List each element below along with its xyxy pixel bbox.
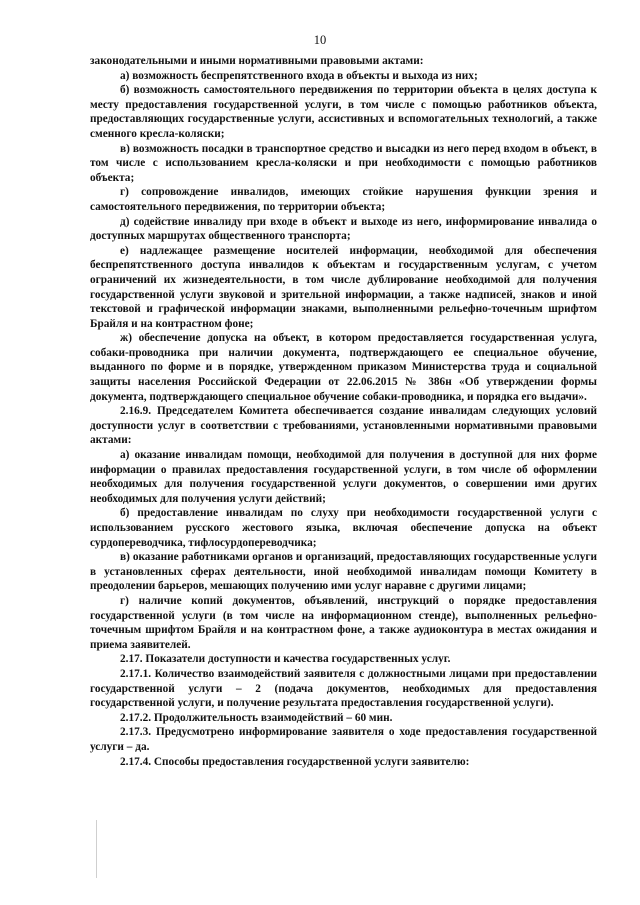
paragraph: 2.17.1. Количество взаимодействий заявителя с должностными лицами при предоставлении государственной услуги – 2 (подача документов, необходимых для предоставления государственной услуги, и получение результата предоставления государственной услуги). bbox=[90, 667, 597, 710]
paragraph: законодательными и иными нормативными правовыми актами: bbox=[90, 55, 424, 67]
paragraph: г) наличие копий документов, объявлений, инструкций о порядке предоставления государственной услуги (в том числе на информационном стенде), выполненных рельефно-точечным шрифтом Брайля и на контрастном фоне, а также аудиоконтура в местах ожидания и приема заявителей. bbox=[90, 594, 597, 651]
paragraph: б) предоставление инвалидам по слуху при необходимости государственной услуги с использованием русского жестового языка, включая обеспечение допуска на объект сурдопереводчика, тифлосурдопереводчика; bbox=[90, 507, 597, 549]
paragraph: 2.17. Показатели доступности и качества государственных услуг. bbox=[120, 653, 451, 666]
page-number: 10 bbox=[313, 33, 327, 47]
paragraph: в) оказание работниками органов и организаций, предоставляющих государственные услуги в установленных сферах деятельности, иной необходимой инвалидам помощи Комитету в преодолении барьеров, мешающих получению ими услуг наравне с другими лицами; bbox=[90, 551, 597, 593]
paragraph: а) возможность беспрепятственного входа в объекты и выхода из них; bbox=[120, 69, 478, 82]
paragraph: 2.17.2. Продолжительность взаимодействий – 60 мин. bbox=[120, 711, 393, 724]
paragraph: 2.17.4. Способы предоставления государственной услуги заявителю: bbox=[120, 755, 470, 768]
paragraph: 2.17.3. Предусмотрено информирование заявителя о ходе предоставления государственной услуги – да. bbox=[90, 726, 597, 753]
scan-mark bbox=[96, 820, 97, 878]
paragraph: д) содействие инвалиду при входе в объект и выходе из него, информирование инвалида о доступных маршрутах общественного транспорта; bbox=[90, 215, 597, 243]
document-body bbox=[90, 54, 597, 769]
paragraph: г) сопровождение инвалидов, имеющих стойкие нарушения функции зрения и самостоятельного передвижения, по территории объекта; bbox=[90, 186, 597, 213]
paragraph: а) оказание инвалидам помощи, необходимой для получения в доступной для них форме информации о правилах предоставления государственной услуги, в том числе об оформлении необходимых для получения государственной услуги документов, о совершении ими других необходимых для получения услуги действий; bbox=[90, 449, 597, 505]
paragraph: е) надлежащее размещение носителей информации, необходимой для обеспечения беспрепятственного доступа инвалидов к объектам и государственным услугам, с учетом ограничений их жизнедеятельности, в том числе дублирование необходимой для получения государственной услуги звуковой и зрительной информации, а также надписей, знаков и иной текстовой и графической информации знаками, выполненными рельефно-точечным шрифтом Брайля и на контрастном фоне; bbox=[90, 244, 597, 330]
paragraph: ж) обеспечение допуска на объект, в котором предоставляется государственная услуга, собаки-проводника при наличии документа, подтверждающего ее специальное обучение, выданного по форме и в порядке, утвержденном приказом Министерства труда и социальной защиты населения Российской Федерации от 22.06.2015 № 386н «Об утверждении формы документа, подтверждающего специальное обучение собаки-проводника, и порядка его выдачи». bbox=[90, 332, 597, 403]
paragraph: б) возможность самостоятельного передвижения по территории объекта в целях доступа к месту предоставления государственной услуги, в том числе с помощью работников объекта, предоставляющих государственные услуги, ассистивных и вспомогательных технологий, а также сменного кресла-коляски; bbox=[90, 84, 597, 140]
paragraph: 2.16.9. Председателем Комитета обеспечивается создание инвалидам следующих условий доступности услуг в соответствии с требованиями, установленными нормативными правовыми актами: bbox=[90, 405, 597, 447]
paragraph: в) возможность посадки в транспортное средство и высадки из него перед входом в объект, в том числе с использованием кресла-коляски и при необходимости с помощью работников объекта; bbox=[90, 142, 597, 184]
